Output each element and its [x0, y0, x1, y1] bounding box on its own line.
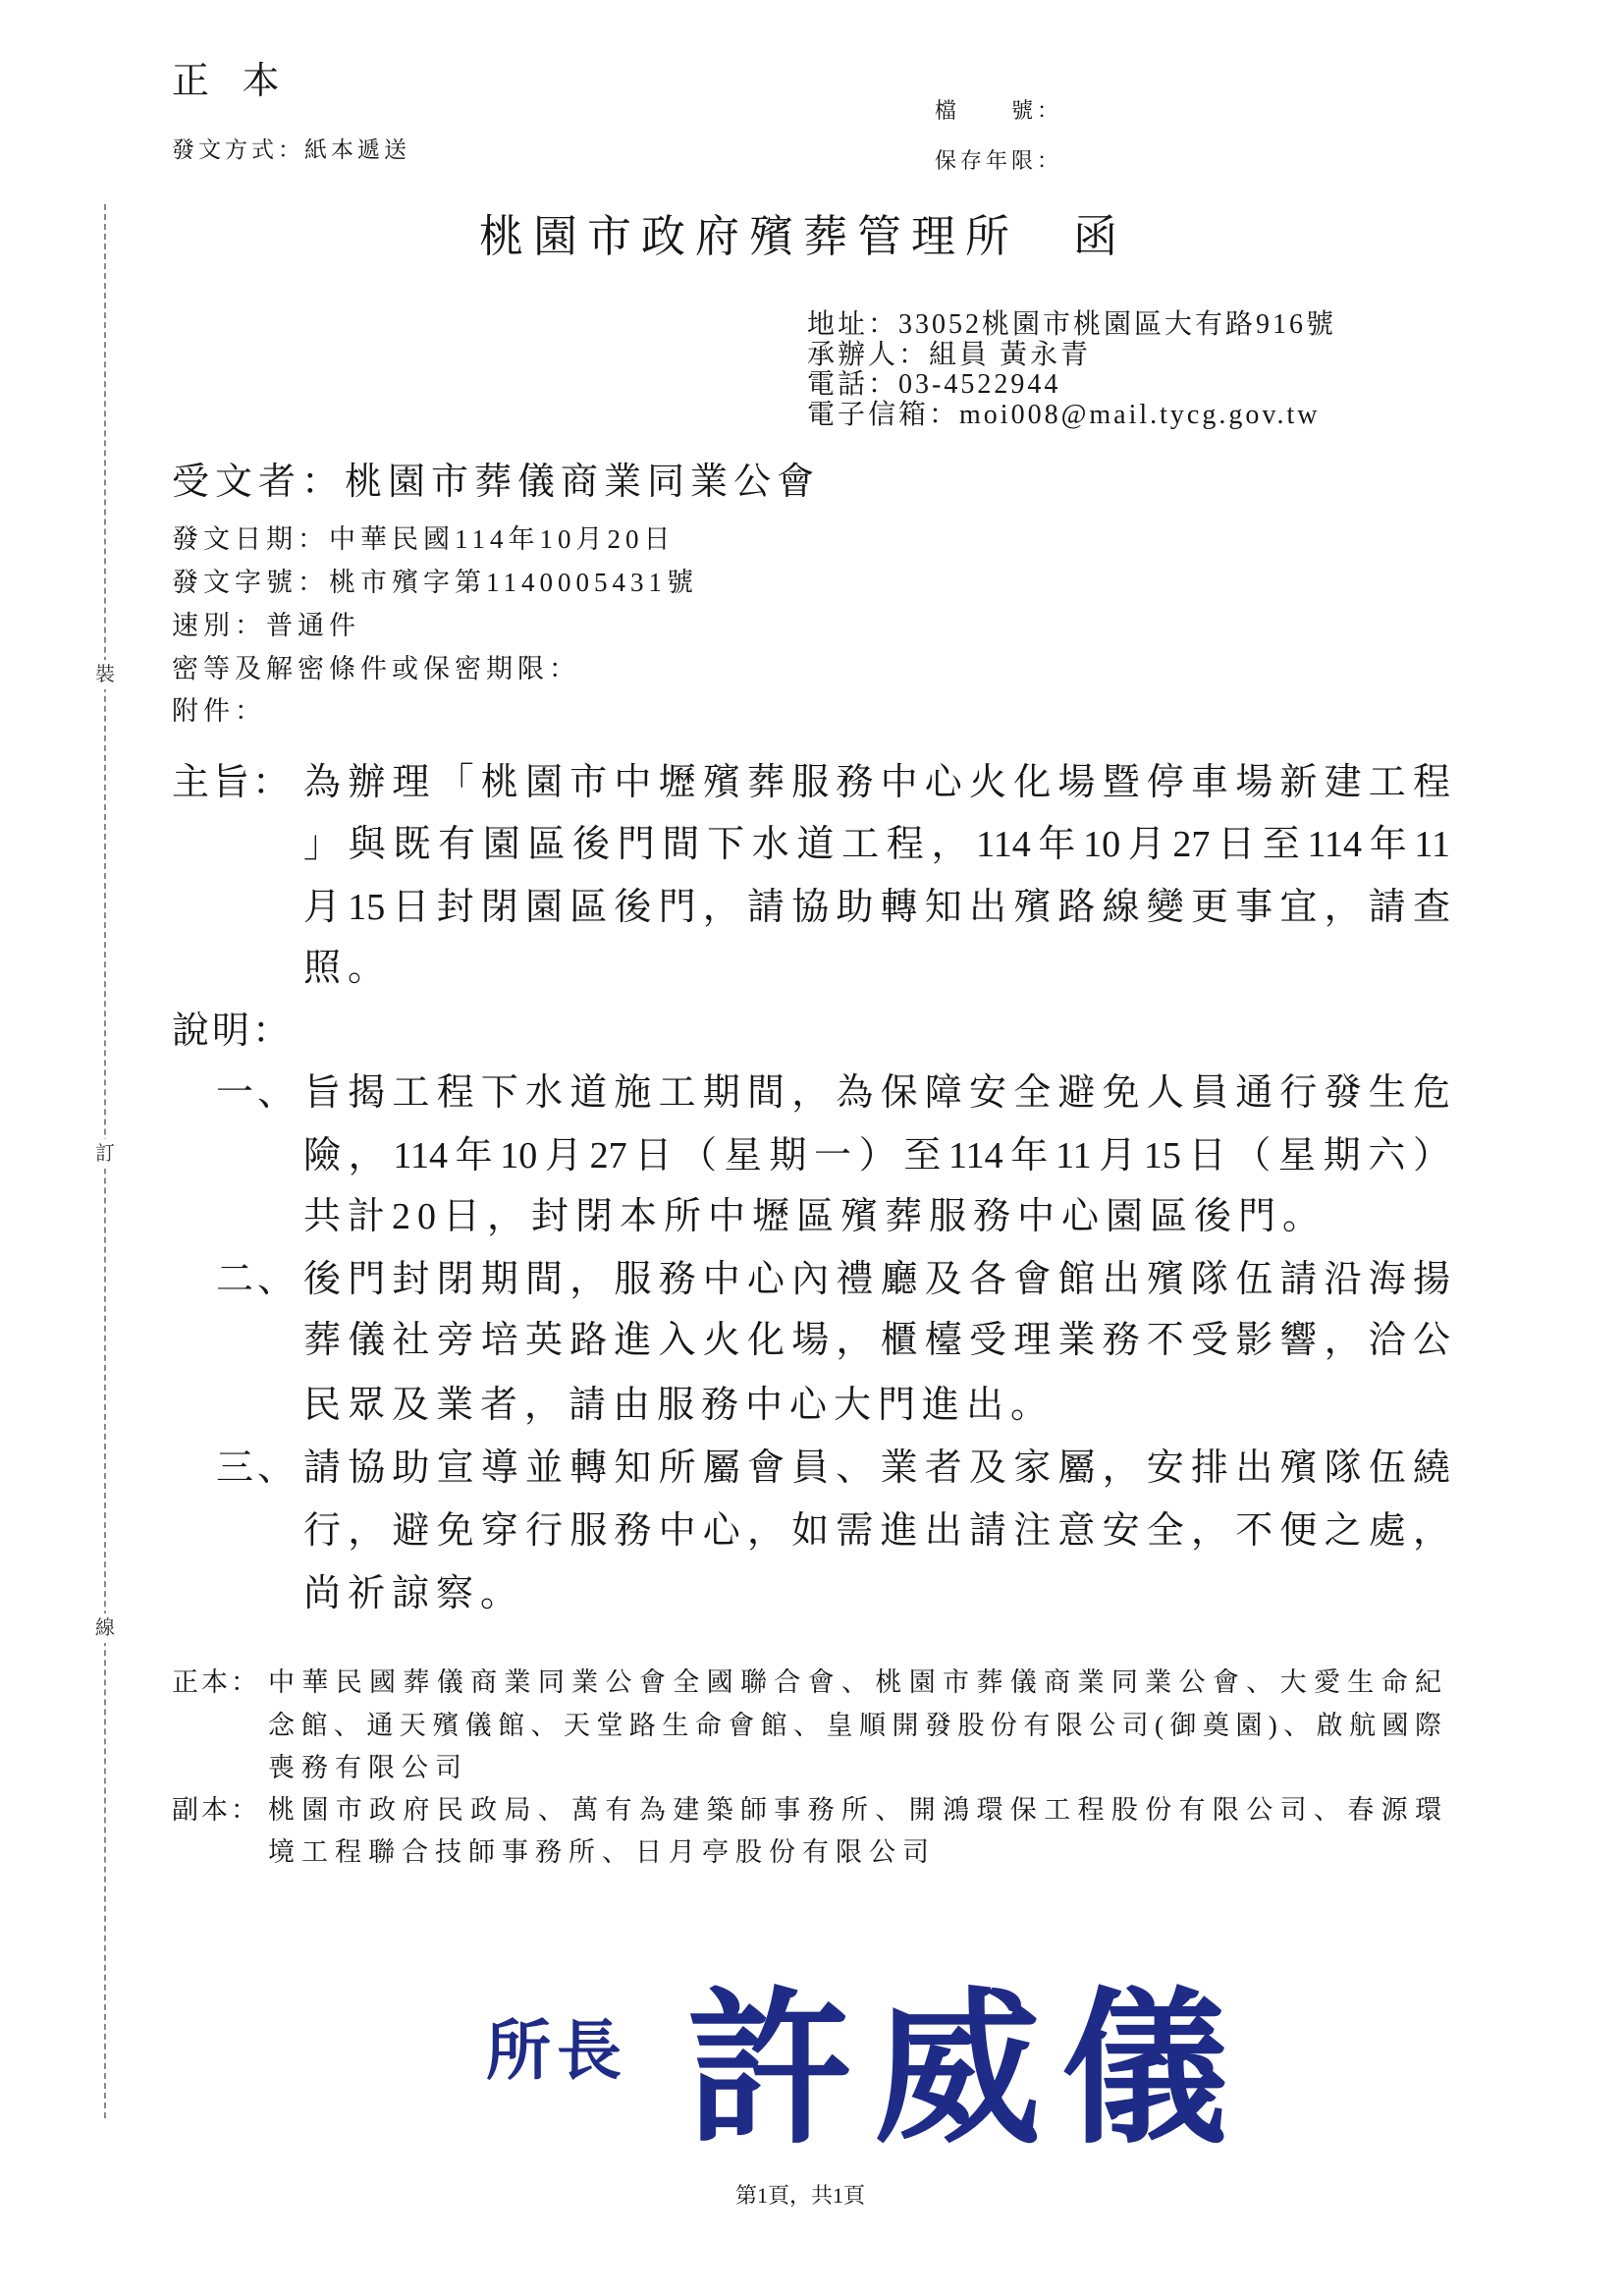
address-value: 33052桃園市桃園區大有路916號 [898, 309, 1337, 340]
contact-handler [807, 340, 1494, 370]
delivery-speed [172, 606, 957, 645]
copy-type-label: 正 本 [172, 61, 292, 102]
issue-date-value: 中華民國114年10月20日 [329, 524, 676, 554]
handler-value: 組員 黃永青 [929, 340, 1092, 370]
subject-line: 」與既有園區後門間下水道工程，114年10月27日至114年11 [303, 824, 1450, 865]
file-number-field: 檔 號： [935, 98, 1063, 123]
item-line: 葬儀社旁培英路進入火化場，櫃檯受理業務不受影響，洽公 [303, 1320, 1450, 1361]
item-number: 三、 [216, 1448, 299, 1489]
retention-period-field: 保存年限： [935, 148, 1063, 173]
recipient-value: 桃園市葬儀商業同業公會 [345, 462, 821, 503]
document-number-label: 發文字號： [172, 568, 329, 597]
item-line: 民眾及業者，請由服務中心大門進出。 [303, 1385, 1056, 1426]
delivery-method-value: 紙本遞送 [304, 137, 410, 162]
attachments: 附件： [172, 696, 266, 726]
phone-label: 電話： [807, 369, 899, 400]
document-number [172, 563, 957, 602]
secrecy-level: 密等及解密條件或保密期限： [172, 654, 580, 683]
original-recipients-line: 喪務有限公司 [268, 1753, 468, 1782]
copy-recipients-label: 副本： [172, 1795, 260, 1825]
contact-phone [807, 369, 1494, 400]
original-recipients-line: 中華民國葬儀商業同業公會全國聯合會、桃園市葬儀商業同業公會、大愛生命紀 [268, 1667, 1441, 1697]
delivery-speed-label: 速別： [172, 611, 266, 640]
binding-mark-middle: 訂 [92, 1139, 118, 1169]
original-recipients-line: 念館、通天殯儀館、天堂路生命會館、皇順開發股份有限公司(御奠園)、啟航國際 [268, 1711, 1441, 1740]
document-number-value: 桃市殯字第1140005431號 [329, 568, 698, 597]
original-recipients-label: 正本： [172, 1667, 260, 1697]
item-line: 行，避免穿行服務中心，如需進出請注意安全，不便之處， [303, 1510, 1450, 1552]
item-line: 請協助宣導並轉知所屬會員、業者及家屬，安排出殯隊伍繞 [303, 1448, 1450, 1489]
email-value: moi008@mail.tycg.gov.tw [959, 400, 1321, 430]
item-number: 二、 [216, 1259, 299, 1300]
contact-address [807, 309, 1494, 340]
page-number: 第1頁，共1頁 [734, 2183, 865, 2208]
copy-recipients-line: 境工程聯合技師事務所、日月亭股份有限公司 [268, 1837, 936, 1867]
delivery-speed-value: 普通件 [266, 611, 360, 640]
document-title: 桃園市政府殯葬管理所 函 [479, 212, 1128, 261]
subject-line: 月15日封閉園區後門，請協助轉知出殯路線變更事宜，請查 [303, 887, 1450, 928]
item-line: 險，114年10月27日（星期一）至114年11月15日（星期六） [303, 1135, 1450, 1176]
explanation-label: 說明： [172, 1011, 294, 1052]
item-line: 後門封閉期間，服務中心內禮廳及各會館出殯隊伍請沿海揚 [303, 1259, 1450, 1300]
delivery-method-label: 發文方式： [172, 137, 304, 162]
recipient-label: 受文者： [172, 462, 346, 503]
phone-value: 03-4522944 [898, 369, 1061, 400]
copy-recipients-line: 桃園市政府民政局、萬有為建築師事務所、開鴻環保工程股份有限公司、春源環 [268, 1795, 1441, 1825]
issue-date-label: 發文日期： [172, 524, 329, 554]
binding-mark-top: 裝 [92, 660, 118, 689]
subject-label: 主旨： [172, 762, 294, 803]
signature-stamp: 許威儀 [686, 1979, 1250, 2163]
contact-email [807, 400, 1494, 430]
issue-date [172, 519, 957, 559]
email-label: 電子信箱： [807, 400, 960, 430]
subject-line: 為辦理「桃園市中壢殯葬服務中心火化場暨停車場新建工程 [303, 762, 1450, 803]
handler-label: 承辦人： [807, 340, 930, 370]
binding-mark-bottom: 線 [92, 1613, 118, 1643]
item-line: 共計20日，封閉本所中壢區殯葬服務中心園區後門。 [303, 1196, 1327, 1237]
subject-line: 照。 [303, 948, 393, 989]
item-line: 旨揭工程下水道施工期間，為保障安全避免人員通行發生危 [303, 1072, 1450, 1114]
item-line: 尚祈諒察。 [303, 1573, 525, 1614]
delivery-method [172, 134, 663, 167]
item-number: 一、 [216, 1072, 299, 1114]
address-label: 地址： [807, 309, 899, 340]
recipient-line [172, 457, 1056, 508]
signatory-title: 所長 [486, 2016, 627, 2088]
